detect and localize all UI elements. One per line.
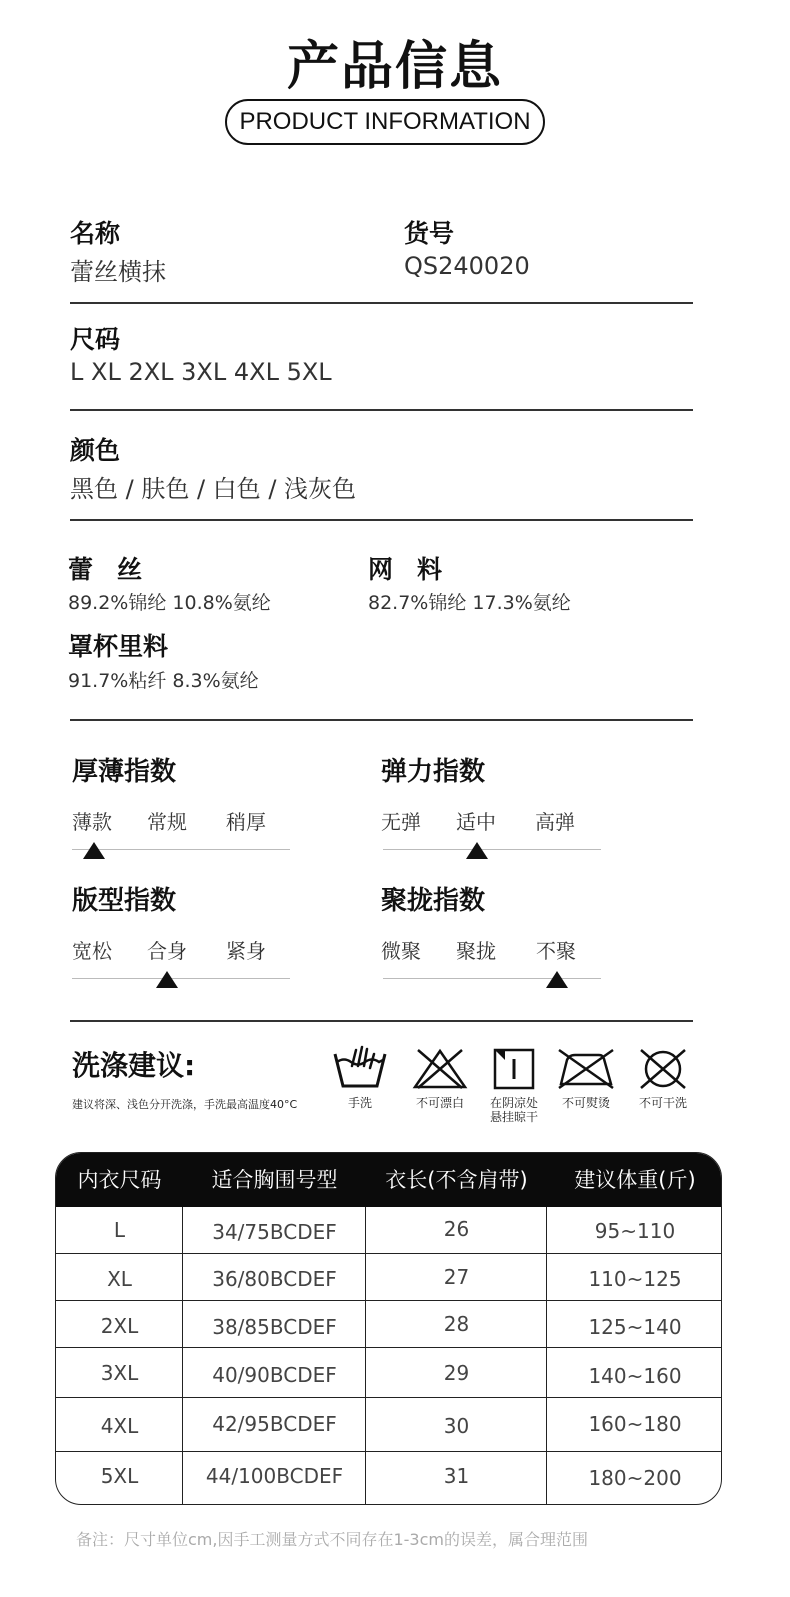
table-header-cell: 建议体重(斤) bbox=[574, 1168, 696, 1192]
page-subtitle: PRODUCT INFORMATION bbox=[225, 99, 545, 145]
fit-marker bbox=[156, 971, 178, 988]
table-header bbox=[56, 1153, 721, 1207]
fit-option: 宽松 bbox=[72, 939, 112, 963]
table-cell: 31 bbox=[443, 1464, 470, 1488]
wash-title: 洗涤建议: bbox=[72, 1049, 196, 1082]
table-cell: 2XL bbox=[100, 1314, 139, 1338]
table-cell: L bbox=[113, 1218, 126, 1242]
footnote: 备注：尺寸单位cm,因手工测量方式不同存在1-3cm的误差，属合理范围 bbox=[76, 1530, 588, 1549]
elasticity-scale-line bbox=[383, 849, 601, 850]
divider bbox=[70, 409, 693, 411]
table-cell: 160~180 bbox=[588, 1412, 682, 1436]
elasticity-option: 适中 bbox=[456, 810, 496, 834]
sku-value: QS240020 bbox=[404, 252, 530, 280]
table-row bbox=[56, 1397, 721, 1451]
table-cell: 29 bbox=[443, 1361, 470, 1385]
table-cell: 36/80BCDEF bbox=[212, 1267, 337, 1291]
fit-option: 合身 bbox=[147, 939, 187, 963]
table-column-divider bbox=[546, 1207, 547, 1504]
table-column-divider bbox=[182, 1207, 183, 1504]
elasticity-option: 高弹 bbox=[535, 810, 575, 834]
no-iron-icon bbox=[557, 1048, 615, 1090]
table-cell: 44/100BCDEF bbox=[205, 1464, 344, 1488]
table-row bbox=[56, 1451, 721, 1505]
mesh-value: 82.7%锦纶 17.3%氨纶 bbox=[368, 592, 571, 614]
table-cell: 95~110 bbox=[594, 1219, 676, 1243]
table-column-divider bbox=[365, 1207, 366, 1504]
table-cell: 28 bbox=[443, 1312, 470, 1336]
pushup-option: 微聚 bbox=[381, 939, 421, 963]
table-cell: 34/75BCDEF bbox=[212, 1220, 337, 1244]
name-value: 蕾丝横抹 bbox=[70, 258, 166, 286]
no-dry-clean-icon bbox=[637, 1047, 689, 1091]
elasticity-option: 无弹 bbox=[381, 810, 421, 834]
elasticity-marker bbox=[466, 842, 488, 859]
no-dry-clean-caption: 不可干洗 bbox=[638, 1096, 687, 1110]
lining-value: 91.7%粘纤 8.3%氨纶 bbox=[68, 670, 259, 692]
no-iron-caption: 不可熨烫 bbox=[561, 1096, 610, 1110]
thickness-option: 稍厚 bbox=[226, 810, 266, 834]
table-row bbox=[56, 1253, 721, 1300]
table-cell: 38/85BCDEF bbox=[212, 1315, 337, 1339]
mesh-label: 网料 bbox=[368, 555, 467, 584]
size-value: L XL 2XL 3XL 4XL 5XL bbox=[70, 358, 332, 386]
divider bbox=[70, 1020, 693, 1022]
divider bbox=[70, 302, 693, 304]
thickness-option: 薄款 bbox=[72, 810, 112, 834]
thickness-index-title: 厚薄指数 bbox=[72, 757, 177, 787]
color-label: 颜色 bbox=[70, 436, 121, 465]
sku-label: 货号 bbox=[404, 219, 455, 248]
table-cell: 27 bbox=[443, 1265, 470, 1289]
table-cell: 110~125 bbox=[588, 1267, 682, 1291]
pushup-marker bbox=[546, 971, 568, 988]
table-header-cell: 内衣尺码 bbox=[77, 1168, 162, 1192]
hand-wash-caption: 手洗 bbox=[347, 1096, 372, 1110]
table-cell: 125~140 bbox=[588, 1315, 682, 1339]
table-cell: 5XL bbox=[100, 1464, 139, 1488]
pushup-option: 不聚 bbox=[536, 939, 576, 963]
table-cell: 40/90BCDEF bbox=[212, 1363, 337, 1387]
table-cell: 42/95BCDEF bbox=[212, 1412, 337, 1436]
table-header-cell: 适合胸围号型 bbox=[211, 1168, 338, 1192]
table-cell: 3XL bbox=[100, 1361, 139, 1385]
shade-dry-icon bbox=[493, 1048, 535, 1090]
lace-label: 蕾丝 bbox=[68, 555, 167, 584]
hand-wash-icon bbox=[332, 1044, 388, 1090]
table-cell: 30 bbox=[443, 1414, 470, 1438]
pushup-scale-line bbox=[383, 978, 601, 979]
no-bleach-caption: 不可漂白 bbox=[415, 1096, 464, 1110]
table-cell: XL bbox=[107, 1267, 132, 1291]
table-row bbox=[56, 1300, 721, 1347]
fit-scale-line bbox=[72, 978, 290, 979]
shade-dry-caption-line1: 在阴凉处 bbox=[489, 1096, 538, 1110]
table-row bbox=[56, 1347, 721, 1397]
page-title: 产品信息 bbox=[286, 37, 503, 97]
name-label: 名称 bbox=[70, 219, 121, 248]
table-cell: 26 bbox=[443, 1217, 470, 1241]
divider bbox=[70, 519, 693, 521]
thickness-option: 常规 bbox=[147, 810, 187, 834]
elasticity-index-title: 弹力指数 bbox=[381, 757, 486, 787]
pushup-index-title: 聚拢指数 bbox=[381, 886, 486, 916]
lace-value: 89.2%锦纶 10.8%氨纶 bbox=[68, 592, 271, 614]
color-value: 黑色 / 肤色 / 白色 / 浅灰色 bbox=[70, 475, 357, 503]
lining-label: 罩杯里料 bbox=[68, 632, 169, 661]
table-row bbox=[56, 1207, 721, 1253]
fit-option: 紧身 bbox=[226, 939, 266, 963]
shade-dry-caption-line2: 悬挂晾干 bbox=[489, 1110, 538, 1124]
thickness-marker bbox=[83, 842, 105, 859]
table-cell: 180~200 bbox=[588, 1466, 682, 1490]
size-table bbox=[55, 1152, 722, 1505]
no-bleach-icon bbox=[412, 1048, 468, 1090]
fit-index-title: 版型指数 bbox=[72, 886, 177, 916]
divider bbox=[70, 719, 693, 721]
table-cell: 140~160 bbox=[588, 1364, 682, 1388]
pushup-option: 聚拢 bbox=[456, 939, 496, 963]
table-cell: 4XL bbox=[100, 1414, 139, 1438]
table-header-cell: 衣长(不含肩带) bbox=[385, 1168, 528, 1192]
wash-subtitle: 建议将深、浅色分开洗涤，手洗最高温度40°C bbox=[72, 1098, 298, 1111]
size-label: 尺码 bbox=[70, 325, 121, 354]
